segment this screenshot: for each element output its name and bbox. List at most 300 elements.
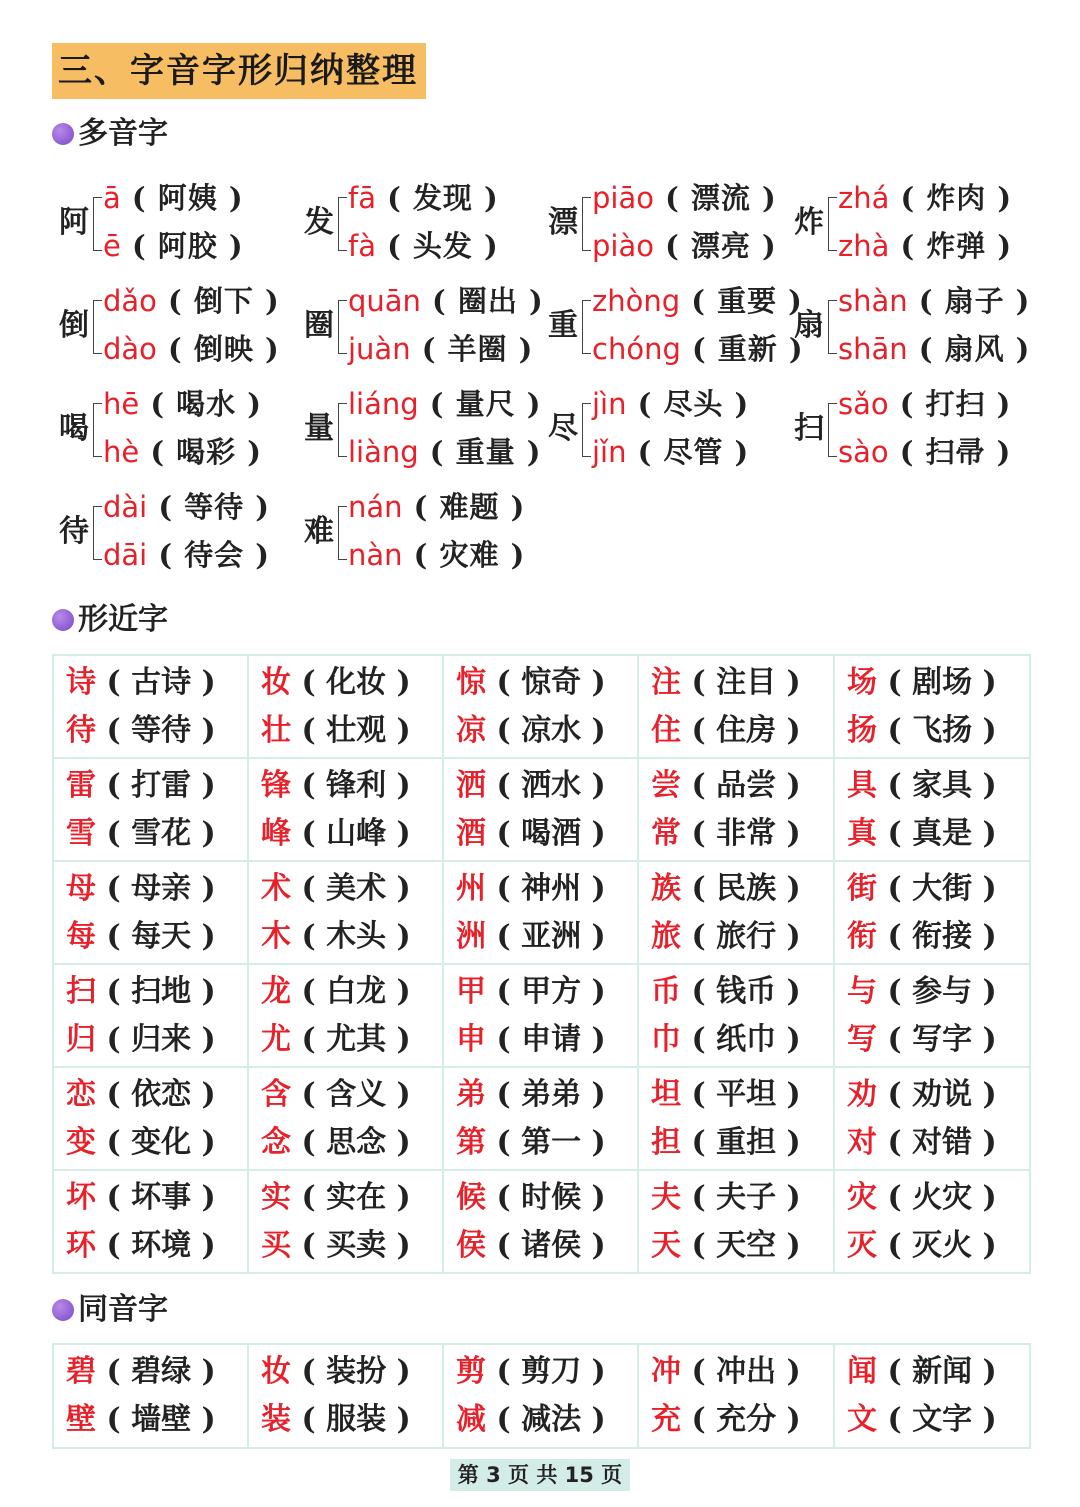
char-pair [847, 968, 1029, 1016]
table-row [53, 964, 1030, 1067]
target-char: 常 [651, 815, 681, 851]
page-number: 第 3 页 共 15 页 [450, 1459, 630, 1491]
example-word: 充分 [716, 1402, 777, 1437]
table-cell [248, 1067, 443, 1170]
brace-icon [93, 506, 102, 560]
paren-close: ) [191, 1354, 216, 1389]
target-char: 洲 [456, 918, 486, 954]
char-pair [66, 707, 247, 755]
paren-open: ( [486, 767, 522, 803]
target-char: 术 [261, 870, 291, 906]
char-pair [847, 865, 1029, 913]
table-cell [834, 758, 1030, 861]
char-pair [66, 659, 247, 707]
paren-close: ) [386, 1124, 411, 1160]
pinyin: juàn [348, 332, 411, 366]
paren-open: ( [681, 767, 717, 803]
paren-close: ) [386, 918, 411, 954]
target-char: 场 [847, 664, 877, 700]
polyphone-char: 发 [304, 205, 334, 240]
paren-close: ) [986, 181, 1013, 215]
paren-open: ( [889, 181, 927, 215]
polyphone-item [57, 276, 297, 376]
example-word: 冲出 [716, 1354, 777, 1389]
char-pair [847, 913, 1029, 961]
example-word: 凉水 [521, 712, 582, 748]
char-pair [261, 1396, 442, 1444]
paren-close: ) [499, 490, 526, 524]
example-word: 第一 [521, 1124, 582, 1160]
paren-close: ) [972, 767, 997, 803]
paren-open: ( [291, 767, 327, 803]
target-char: 与 [847, 973, 877, 1009]
paren-close: ) [386, 815, 411, 851]
paren-close: ) [972, 1124, 997, 1160]
bullet-dot-icon [52, 123, 74, 145]
example-word: 灭火 [912, 1227, 973, 1263]
char-pair [261, 1119, 442, 1167]
paren-close: ) [244, 490, 271, 524]
reading-line [838, 429, 1011, 475]
paren-open: ( [96, 870, 132, 906]
polyphone-char: 喝 [59, 411, 89, 446]
paren-open: ( [96, 1179, 132, 1215]
table-row [53, 1344, 1030, 1448]
example-word: 喝彩 [176, 435, 237, 469]
polyphone-char: 炸 [794, 205, 824, 240]
table-cell [834, 1344, 1030, 1448]
target-char: 真 [847, 815, 877, 851]
pinyin: zhòng [592, 284, 681, 318]
paren-open: ( [877, 870, 913, 906]
paren-open: ( [877, 712, 913, 748]
paren-open: ( [156, 332, 194, 366]
example-word: 减法 [521, 1402, 582, 1437]
paren-close: ) [191, 1076, 216, 1112]
paren-open: ( [139, 387, 177, 421]
paren-open: ( [418, 387, 456, 421]
char-pair [261, 762, 442, 810]
example-word: 亚洲 [521, 918, 582, 954]
paren-close: ) [776, 1124, 801, 1160]
target-char: 坦 [651, 1076, 681, 1112]
char-pair [261, 865, 442, 913]
char-pair [651, 1222, 833, 1270]
example-word: 等待 [184, 490, 245, 524]
paren-open: ( [681, 918, 717, 954]
section-heading-label: 同音字 [78, 1292, 168, 1327]
char-pair [66, 1396, 247, 1444]
example-word: 火灾 [912, 1179, 973, 1215]
paren-close: ) [776, 918, 801, 954]
char-pair [651, 659, 833, 707]
table-cell [248, 964, 443, 1067]
target-char: 劝 [847, 1076, 877, 1112]
paren-open: ( [486, 1021, 522, 1057]
section-heading-homophones [52, 1290, 168, 1330]
target-char: 衔 [847, 918, 877, 954]
paren-open: ( [877, 815, 913, 851]
target-char: 文 [847, 1402, 877, 1437]
char-pair [847, 1071, 1029, 1119]
paren-close: ) [776, 1402, 801, 1437]
reading-line [592, 175, 777, 221]
paren-open: ( [681, 1021, 717, 1057]
paren-close: ) [985, 435, 1012, 469]
char-pair [847, 1119, 1029, 1167]
brace-icon [582, 197, 591, 251]
reading-line [592, 429, 749, 475]
paren-close: ) [515, 387, 542, 421]
paren-close: ) [581, 1124, 606, 1160]
paren-open: ( [680, 284, 718, 318]
target-char: 母 [66, 870, 96, 906]
reading-line [592, 278, 803, 324]
paren-open: ( [681, 815, 717, 851]
reading-line [103, 326, 280, 372]
paren-open: ( [486, 1179, 522, 1215]
target-char: 变 [66, 1124, 96, 1160]
example-word: 时候 [521, 1179, 582, 1215]
polyphone-item [302, 379, 542, 479]
paren-open: ( [486, 1354, 522, 1389]
target-char: 装 [261, 1402, 291, 1437]
table-cell [443, 1344, 638, 1448]
brace-icon [338, 506, 347, 560]
polyphone-item [302, 276, 542, 376]
example-word: 壮观 [326, 712, 387, 748]
paren-close: ) [386, 1021, 411, 1057]
paren-close: ) [244, 538, 271, 572]
target-char: 候 [456, 1179, 486, 1215]
paren-close: ) [776, 1021, 801, 1057]
example-word: 夫子 [716, 1179, 777, 1215]
paren-open: ( [291, 664, 327, 700]
example-word: 劝说 [912, 1076, 973, 1112]
table-cell [53, 1344, 248, 1448]
char-pair [847, 659, 1029, 707]
similar-chars-table [52, 654, 1031, 1274]
polyphone-item [792, 173, 1032, 273]
example-word: 喝水 [176, 387, 237, 421]
table-cell [638, 1170, 834, 1273]
paren-open: ( [291, 1021, 327, 1057]
example-word: 白龙 [326, 973, 387, 1009]
target-char: 住 [651, 712, 681, 748]
char-pair [456, 1119, 637, 1167]
paren-open: ( [888, 387, 926, 421]
brace-icon [828, 197, 837, 251]
paren-open: ( [681, 1354, 717, 1389]
paren-close: ) [972, 1021, 997, 1057]
paren-close: ) [499, 538, 526, 572]
paren-close: ) [750, 229, 777, 263]
example-word: 炸肉 [926, 181, 987, 215]
brace-icon [93, 403, 102, 457]
example-word: 倒下 [193, 284, 254, 318]
pinyin: dāi [103, 538, 148, 572]
example-word: 雪花 [131, 815, 192, 851]
example-word: 依恋 [131, 1076, 192, 1112]
char-pair [651, 1016, 833, 1064]
polyphone-char: 待 [59, 514, 89, 549]
table-cell [834, 861, 1030, 964]
target-char: 街 [847, 870, 877, 906]
target-char: 买 [261, 1227, 291, 1263]
paren-close: ) [581, 1021, 606, 1057]
pinyin: nàn [348, 538, 403, 572]
target-char: 灾 [847, 1179, 877, 1215]
paren-open: ( [96, 918, 132, 954]
paren-open: ( [877, 1021, 913, 1057]
table-cell [834, 1170, 1030, 1273]
paren-open: ( [96, 664, 132, 700]
example-word: 炸弹 [926, 229, 987, 263]
target-char: 冲 [651, 1354, 681, 1389]
target-char: 念 [261, 1124, 291, 1160]
paren-close: ) [253, 284, 280, 318]
example-word: 真是 [912, 815, 973, 851]
paren-close: ) [776, 664, 801, 700]
reading-line [592, 223, 777, 269]
char-pair [456, 865, 637, 913]
table-cell [248, 861, 443, 964]
target-char: 天 [651, 1227, 681, 1263]
polyphone-item [546, 379, 786, 479]
paren-open: ( [681, 1227, 717, 1263]
paren-close: ) [581, 1227, 606, 1263]
target-char: 侯 [456, 1227, 486, 1263]
table-cell [443, 1170, 638, 1273]
paren-open: ( [96, 1076, 132, 1112]
polyphone-item [57, 173, 297, 273]
target-char: 实 [261, 1179, 291, 1215]
char-pair [261, 1348, 442, 1396]
paren-close: ) [191, 870, 216, 906]
paren-close: ) [972, 870, 997, 906]
char-pair [456, 968, 637, 1016]
paren-close: ) [972, 1227, 997, 1263]
pinyin: liàng [348, 435, 419, 469]
paren-open: ( [120, 229, 158, 263]
paren-open: ( [889, 229, 927, 263]
char-pair [651, 1348, 833, 1396]
polyphone-char: 阿 [59, 205, 89, 240]
pinyin: dào [103, 332, 157, 366]
polyphone-char: 难 [304, 514, 334, 549]
example-word: 民族 [716, 870, 777, 906]
example-word: 锋利 [326, 767, 387, 803]
paren-close: ) [581, 870, 606, 906]
paren-close: ) [750, 181, 777, 215]
paren-open: ( [888, 435, 926, 469]
paren-close: ) [972, 1076, 997, 1112]
example-word: 扇子 [944, 284, 1005, 318]
polyphone-item [792, 276, 1032, 376]
target-char: 夫 [651, 1179, 681, 1215]
polyphone-item [792, 379, 1032, 479]
bullet-dot-icon [52, 1299, 74, 1321]
target-char: 壁 [66, 1402, 96, 1437]
char-pair [66, 1119, 247, 1167]
char-pair [651, 707, 833, 755]
paren-open: ( [653, 181, 691, 215]
reading-line [348, 175, 499, 221]
target-char: 壮 [261, 712, 291, 748]
paren-open: ( [626, 435, 664, 469]
char-pair [651, 1396, 833, 1444]
brace-icon [582, 403, 591, 457]
paren-open: ( [139, 435, 177, 469]
paren-open: ( [291, 815, 327, 851]
paren-close: ) [386, 1227, 411, 1263]
target-char: 剪 [456, 1354, 486, 1389]
example-word: 变化 [131, 1124, 192, 1160]
target-char: 雪 [66, 815, 96, 851]
paren-open: ( [877, 767, 913, 803]
paren-open: ( [877, 1124, 913, 1160]
paren-close: ) [581, 712, 606, 748]
paren-open: ( [486, 664, 522, 700]
paren-close: ) [581, 1354, 606, 1389]
paren-close: ) [386, 870, 411, 906]
paren-open: ( [96, 973, 132, 1009]
reading-line [348, 223, 499, 269]
target-char: 归 [66, 1021, 96, 1057]
example-word: 对错 [912, 1124, 973, 1160]
pinyin: sào [838, 435, 889, 469]
paren-close: ) [986, 229, 1013, 263]
paren-close: ) [776, 870, 801, 906]
table-cell [834, 655, 1030, 758]
reading-line [838, 278, 1030, 324]
example-word: 重量 [455, 435, 516, 469]
paren-close: ) [191, 1402, 216, 1437]
char-pair [847, 810, 1029, 858]
example-word: 申请 [521, 1021, 582, 1057]
paren-open: ( [410, 332, 448, 366]
target-char: 扬 [847, 712, 877, 748]
table-cell [248, 655, 443, 758]
paren-open: ( [147, 490, 185, 524]
target-char: 申 [456, 1021, 486, 1057]
char-pair [261, 913, 442, 961]
paren-open: ( [420, 284, 458, 318]
target-char: 碧 [66, 1354, 96, 1389]
example-word: 洒水 [521, 767, 582, 803]
example-word: 重新 [717, 332, 778, 366]
paren-close: ) [581, 1402, 606, 1437]
target-char: 弟 [456, 1076, 486, 1112]
target-char: 凉 [456, 712, 486, 748]
paren-open: ( [96, 1354, 132, 1389]
paren-close: ) [191, 712, 216, 748]
polyphone-char: 漂 [548, 205, 578, 240]
paren-close: ) [386, 1354, 411, 1389]
paren-open: ( [681, 870, 717, 906]
example-word: 剧场 [912, 664, 973, 700]
target-char: 妆 [261, 664, 291, 700]
paren-close: ) [386, 712, 411, 748]
pinyin: fā [348, 181, 376, 215]
char-pair [651, 865, 833, 913]
paren-open: ( [486, 1227, 522, 1263]
example-word: 尽管 [663, 435, 724, 469]
polyphone-char: 尽 [548, 411, 578, 446]
char-pair [651, 913, 833, 961]
paren-open: ( [291, 1227, 327, 1263]
paren-open: ( [877, 1076, 913, 1112]
example-word: 剪刀 [521, 1354, 582, 1389]
reading-line [838, 175, 1012, 221]
paren-open: ( [486, 712, 522, 748]
paren-open: ( [96, 712, 132, 748]
example-word: 服装 [326, 1402, 387, 1437]
target-char: 雷 [66, 767, 96, 803]
char-pair [456, 1222, 637, 1270]
example-word: 量尺 [455, 387, 516, 421]
section-heading-label: 形近字 [78, 602, 168, 637]
example-word: 灾难 [439, 538, 500, 572]
example-word: 甲方 [521, 973, 582, 1009]
reading-line [838, 381, 1011, 427]
section-heading-similar [52, 600, 168, 640]
char-pair [261, 1016, 442, 1064]
paren-open: ( [486, 973, 522, 1009]
pinyin: hè [103, 435, 140, 469]
paren-open: ( [486, 1124, 522, 1160]
example-word: 纸巾 [716, 1021, 777, 1057]
paren-open: ( [291, 1179, 327, 1215]
polyphone-item [546, 276, 804, 376]
paren-open: ( [681, 1076, 717, 1112]
example-word: 尽头 [663, 387, 724, 421]
reading-line [592, 381, 749, 427]
paren-open: ( [96, 815, 132, 851]
paren-close: ) [723, 387, 750, 421]
char-pair [456, 913, 637, 961]
paren-close: ) [386, 1402, 411, 1437]
paren-open: ( [907, 284, 945, 318]
reading-line [838, 326, 1030, 372]
target-char: 惊 [456, 664, 486, 700]
char-pair [66, 810, 247, 858]
example-word: 扫帚 [925, 435, 986, 469]
example-word: 衔接 [912, 918, 973, 954]
target-char: 恋 [66, 1076, 96, 1112]
paren-close: ) [581, 918, 606, 954]
reading-line [838, 223, 1012, 269]
paren-open: ( [402, 538, 440, 572]
table-cell [638, 655, 834, 758]
paren-close: ) [517, 284, 544, 318]
example-word: 惊奇 [521, 664, 582, 700]
char-pair [261, 1174, 442, 1222]
char-pair [456, 707, 637, 755]
paren-open: ( [120, 181, 158, 215]
example-word: 化妆 [326, 664, 387, 700]
paren-open: ( [96, 1402, 132, 1437]
char-pair [847, 1396, 1029, 1444]
paren-close: ) [972, 918, 997, 954]
target-char: 诗 [66, 664, 96, 700]
paren-close: ) [776, 1179, 801, 1215]
section-heading-polyphones [52, 114, 168, 154]
table-cell [53, 964, 248, 1067]
paren-open: ( [156, 284, 194, 318]
paren-close: ) [972, 1402, 997, 1437]
paren-close: ) [236, 435, 262, 469]
